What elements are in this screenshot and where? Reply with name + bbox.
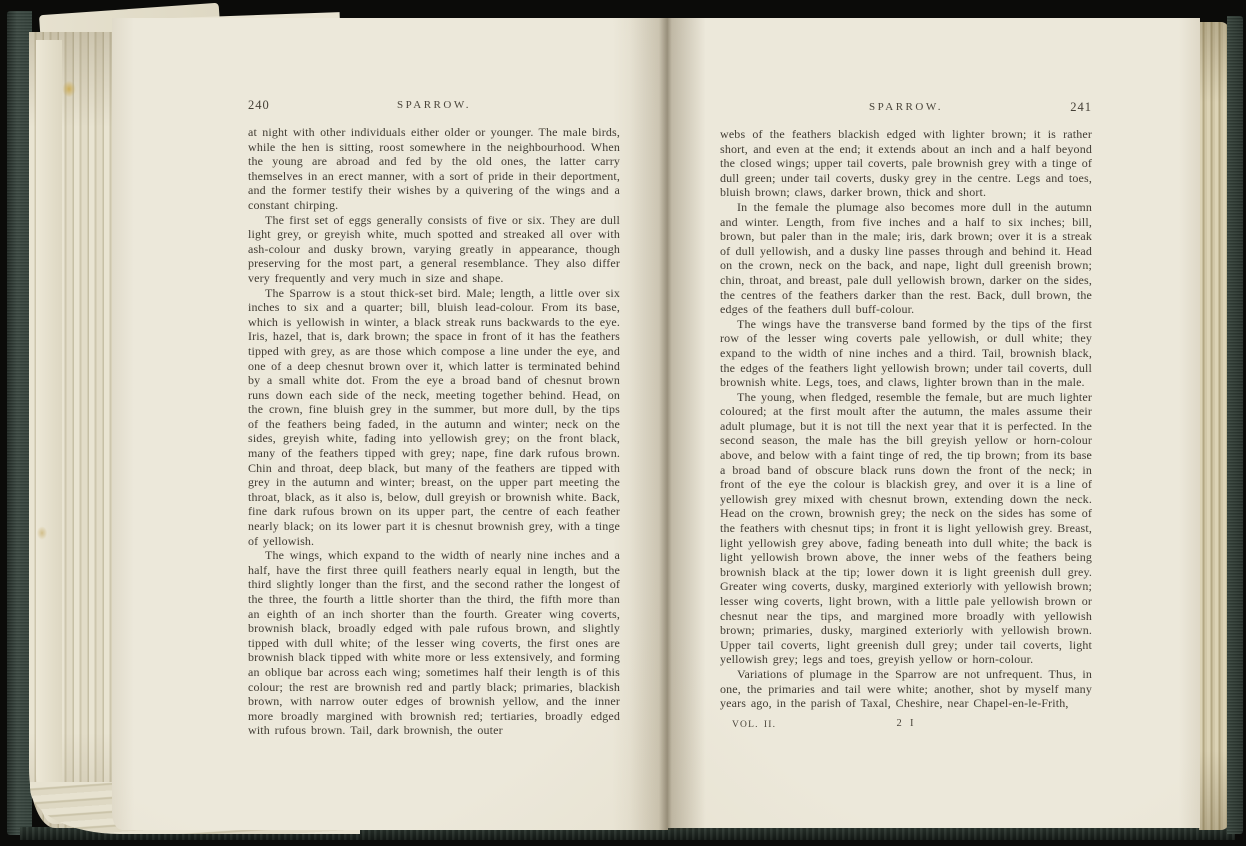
footer-signature-mark: 2 I	[896, 717, 916, 729]
page-edges-left-band	[36, 40, 62, 824]
running-head: SPARROW.	[397, 99, 471, 111]
paragraph: The wings, which expand to the width of nearly nine inches and a half, have the first three quill feathers nearly equal in length, but the third slightly longer than the first, and the second rather the longest of the three, the fourth a little shorter than the third, the fifth more than an eighth of an inch shorter than the fourth. Greater wing coverts, brownish black, broadly edged with pale rufous brown, and slightly tipped with dull white; of the lesser wing coverts, the first ones are brownish black tipped with white more or less extensively, and forming an oblique bar across each wing; sometimes half their length is of this colour; the rest are brownish red and partly black; primaries, blackish brown, with narrow outer edges of brownish yellow, and the inner more broadly margined with brownish red; tertiaries, broadly edged with rufous brown. Tail, dark brownish, the outer	[248, 548, 620, 738]
left-running-head-row	[248, 98, 620, 114]
page-number: 241	[1070, 100, 1092, 114]
left-page-text	[248, 98, 620, 738]
right-running-head-row	[720, 100, 1092, 116]
page-edges-right	[1199, 22, 1229, 830]
paragraph: Variations of plumage in the Sparrow are not unfrequent. Thus, in one, the primaries and tail were white; another, shot by myself many years ago, in the parish of Taxal, Cheshire, near Chapel-en-le-Frith,	[720, 666, 1092, 711]
right-page	[668, 18, 1200, 828]
footer-volume-label: VOL. II.	[732, 719, 777, 730]
paragraph: webs of the feathers blackish edged with lighter brown; it is rather short, and even at the end; it extends about an inch and a half beyond the closed wings; upper tail coverts, pale brownish grey with a tinge of dull green; under tail coverts, dusky grey in the centre. Legs and toes, bluish brown; claws, darker brown, thick and short.	[720, 127, 1092, 200]
paragraph: The Sparrow is a stout thick-set bird. Male; length, a little over six inches to six and a quarter; bill, bluish lead-colour. From its base, which is yellowish in winter, a black streak runs backwards to the eye. Iris, hazel, that is, dark brown; the space in front of it has the feathers tipped with grey, as are those which compose a line under the eye, and one of a deep chesnut brown over it, which latter is terminated behind by a small white dot. From the eye a broad band of chesnut brown runs down each side of the neck, meeting together behind. Head, on the crown, fine bluish grey in the summer, but more dull, by the tips of the feathers being faded, in the autumn and winter; neck on the sides, greyish white, fading into yellowish grey; on the front black, many of the feathers tipped with grey; nape, fine dark rufous brown. Chin and throat, deep black, but many of the feathers are tipped with grey in the autumn and winter; breast, on the upper part meeting the throat, black, as it also is, below, dull greyish or brownish white. Back, fine dark rufous brown on its upper part, the centre of each feather nearly black; on its lower part it is chesnut brownish grey, with a tinge of yellowish.	[248, 285, 620, 548]
paragraph: The first set of eggs generally consists of five or six. They are dull light grey, or greyish white, much spotted and streaked all over with ash-colour and dusky brown, varying greatly in appearance, though preserving for the most part, a general resemblance. They also differ very frequently and very much in size and shape.	[248, 212, 620, 285]
book-cover-right	[1227, 16, 1243, 834]
paragraph: In the female the plumage also becomes more dull in the autumn and winter. Length, from five inches and a half to six inches; bill, brown, but paler than in the male; iris, dark brown; over it is a streak of dull yellowish, and a dusky line passes through and behind it. Head on the crown, neck on the back, and nape, light dull greenish brown; chin, throat, and breast, pale dull yellowish brown, darker on the sides, the centres of the feathers darker than the rest. Back, dull brown, the edges of the feathers dull buff-colour.	[720, 199, 1092, 317]
running-head: SPARROW.	[869, 101, 943, 113]
page-stain	[35, 524, 49, 542]
right-page-text	[720, 100, 1092, 732]
left-page	[112, 18, 668, 830]
page-footer	[720, 716, 1092, 732]
paragraph: at night with other individuals either older or younger. The male birds, while the hen is sitting, roost somewhere in the neighbourhood. When the young are abroad and fed by the old ones, the latter carry themselves in an erect manner, with a sort of pride in their deportment, and the former testify their wishes by a quivering of the wings and a constant chirping.	[248, 125, 620, 212]
paragraph: The young, when fledged, resemble the female, but are much lighter coloured; at the first moult after the autumn, the males assume their adult plumage, but it is not till the next year that it is perfected. In the second season, the male has the bill greyish yellow or horn-colour above, and below with a faint tinge of red, the tip brown; from its base a broad band of obscure black runs down the front of the neck; in front of the eye the colour is blackish grey, and over it is a line of yellowish grey mixed with chesnut brown, extending down the neck. Head on the crown, brownish grey; the neck on the sides has some of the feathers with chesnut tips; in front it is light yellowish grey. Breast, light yellowish grey above, fading beneath into dull white; the back is light yellowish brown above, the inner webs of the feathers being brownish black at the tip; lower down it is light greenish dull grey. Greater wing coverts, dusky, margined exteriorly with yellowish brown; lesser wing coverts, light brown, with a little pale yellowish brown or chesnut near the tips, and margined more broadly with yellowish brown; primaries, dusky, margined exteriorly with yellowish brown. Upper tail coverts, light greenish dull grey; under tail coverts, light yellowish grey; legs and toes, greyish yellow or horn-colour.	[720, 389, 1092, 667]
paragraph: The wings have the transverse band formed by the tips of the first row of the lesser wing coverts pale yellowish, or dull white; they expand to the width of nine inches and a third. Tail, brownish black, the edges of the feathers light yellowish brown; under tail coverts, dull brownish white. Legs, toes, and claws, lighter brown than in the male.	[720, 316, 1092, 390]
page-number: 240	[248, 98, 270, 112]
page-stain	[60, 78, 78, 100]
